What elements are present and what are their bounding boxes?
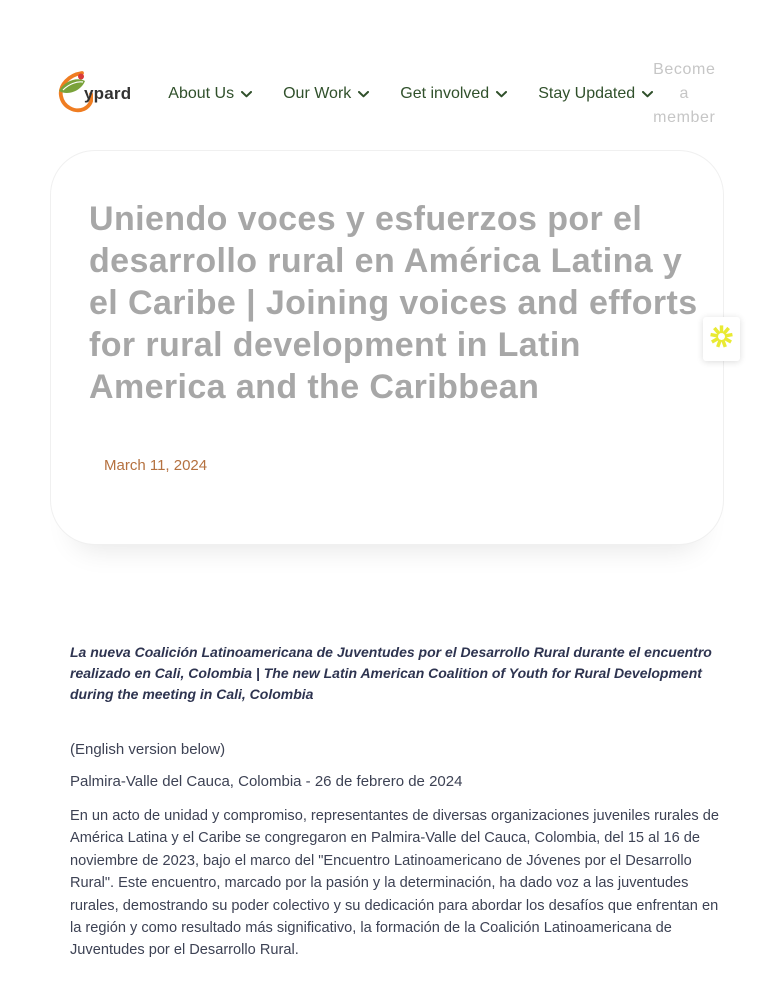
article-paragraph: En un acto de unidad y compromiso, representantes de diversas organizaciones juveniles rurales de América Latina y el Caribe se congregaron en Palmira-Valle del Cauca, Colombia, del 15 al 16 de noviembre de 2023, bajo el marco del "Encuentro Latinoamericano de Jóvenes por el Desarrollo Rural". Este encuentro, marcado por la pasión y la determinación, ha dado voz a las juventudes rurales, demostrando su poder colectivo y su dedicación para abordar los desafíos que enfrentan en la región y como resultado más significativo, la formación de la Coalición Latinoamericana de Juventudes por el Desarrollo Rural.: [70, 808, 719, 959]
site-header: [0, 0, 773, 130]
english-version-note: (English version below): [70, 741, 226, 758]
chevron-down-icon: [642, 85, 653, 103]
accessibility-widget-button[interactable]: [703, 317, 740, 361]
page-title-line: America and the Caribbean: [89, 368, 540, 406]
page-title-line: Uniendo voces y esfuerzos por el: [89, 200, 643, 238]
become-member-button[interactable]: Become a member: [653, 61, 716, 126]
ypard-logo[interactable]: [55, 68, 131, 121]
asterisk-icon: [708, 323, 735, 355]
page-title: [89, 198, 723, 408]
page-title-line: for rural development in Latin: [89, 326, 581, 364]
hero-card: [50, 150, 724, 545]
page-title-line: el Caribe | Joining voices and efforts: [89, 284, 698, 322]
nav-item-about-us[interactable]: [168, 85, 252, 103]
article-body: [70, 642, 720, 962]
nav-item-label: Get involved: [400, 85, 490, 102]
nav-item-our-work[interactable]: [283, 85, 369, 103]
nav-item-label: Our Work: [283, 85, 352, 102]
publish-date: March 11, 2024: [104, 457, 208, 474]
chevron-down-icon: [496, 85, 507, 103]
chevron-down-icon: [241, 85, 252, 103]
article-dateline: Palmira-Valle del Cauca, Colombia - 26 de febrero de 2024: [70, 773, 463, 790]
nav-item-stay-updated[interactable]: [538, 85, 653, 103]
page-title-line: desarrollo rural en América Latina y: [89, 242, 683, 280]
logo-wordmark: ypard: [84, 84, 132, 103]
nav-item-label: About Us: [168, 85, 235, 102]
main-nav: [168, 85, 653, 103]
image-caption: La nueva Coalición Latinoamericana de Juventudes por el Desarrollo Rural durante el encuentro realizado en Cali, Colombia | The new Latin American Coalition of Youth for Rural Development during the meeting in Cali, Colombia: [70, 644, 712, 702]
nav-item-get-involved[interactable]: [400, 85, 507, 103]
nav-item-label: Stay Updated: [538, 85, 636, 102]
chevron-down-icon: [358, 85, 369, 103]
